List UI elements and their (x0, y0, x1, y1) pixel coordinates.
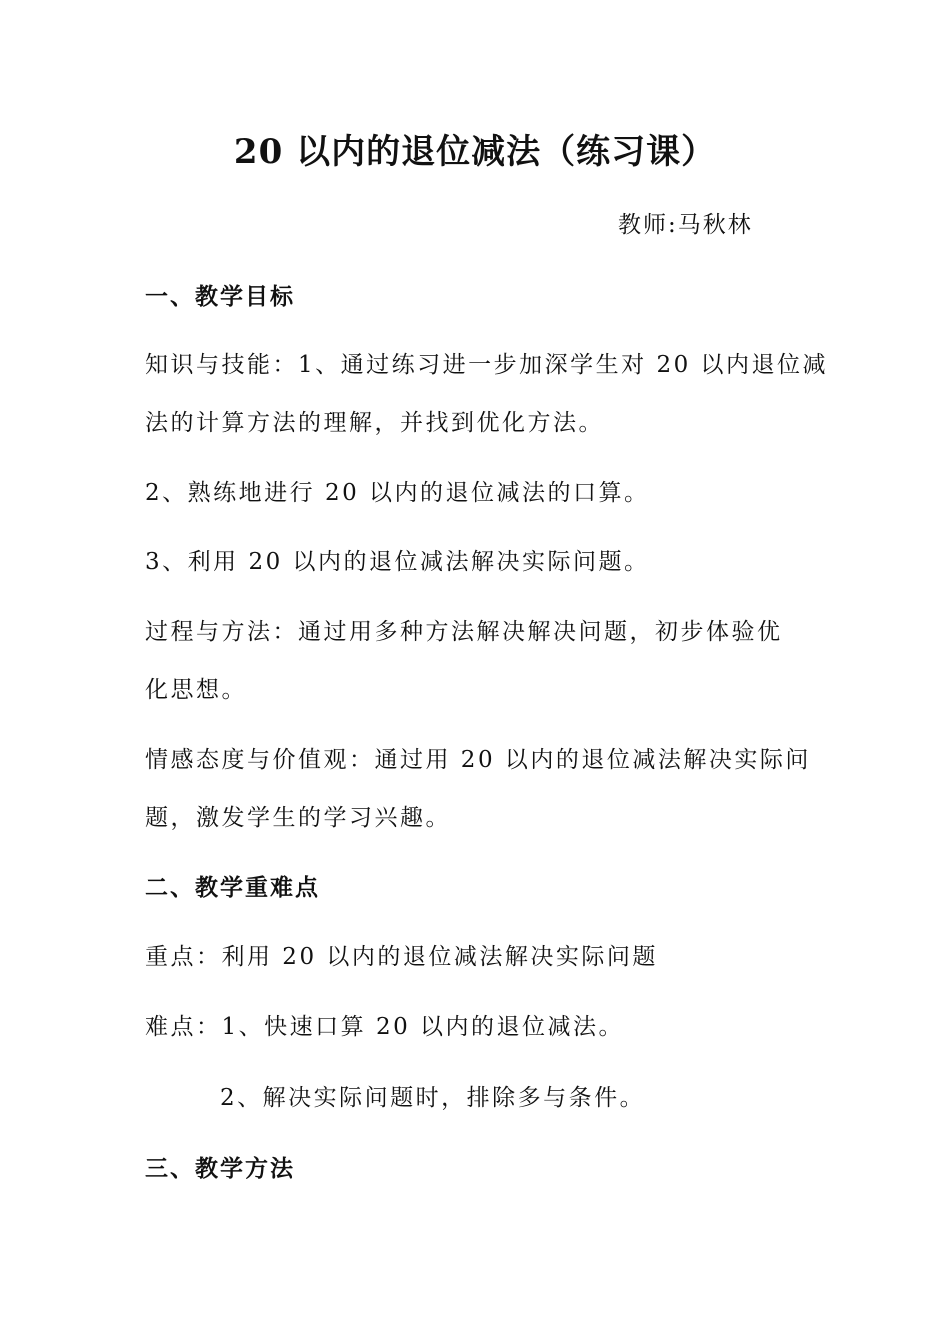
paragraph-line: 2、解决实际问题时，排除多与条件。 (220, 1085, 646, 1111)
paragraph-line: 难点：1、快速口算 20 以内的退位减法。 (145, 1014, 625, 1040)
section-heading-methods: 三、教学方法 (145, 1155, 295, 1182)
paragraph-line: 情感态度与价值观：通过用 20 以内的退位减法解决实际问 (145, 747, 811, 773)
document-title: 20 以内的退位减法（练习课） (233, 132, 717, 172)
paragraph-line: 化思想。 (145, 677, 247, 703)
paragraph-line: 知识与技能：1、通过练习进一步加深学生对 20 以内退位减 (145, 352, 829, 378)
section-heading-objectives: 一、教学目标 (145, 283, 295, 310)
paragraph-line: 重点：利用 20 以内的退位减法解决实际问题 (145, 944, 658, 970)
teacher-name: 教师:马秋林 (618, 212, 753, 238)
paragraph-line: 3、利用 20 以内的退位减法解决实际问题。 (145, 549, 650, 575)
section-heading-key-points: 二、教学重难点 (145, 874, 320, 901)
paragraph-line: 法的计算方法的理解，并找到优化方法。 (145, 410, 604, 436)
paragraph-line: 题，激发学生的学习兴趣。 (145, 805, 451, 831)
paragraph-line: 2、熟练地进行 20 以内的退位减法的口算。 (145, 480, 650, 506)
paragraph-line: 过程与方法：通过用多种方法解决解决问题，初步体验优 (145, 619, 783, 645)
